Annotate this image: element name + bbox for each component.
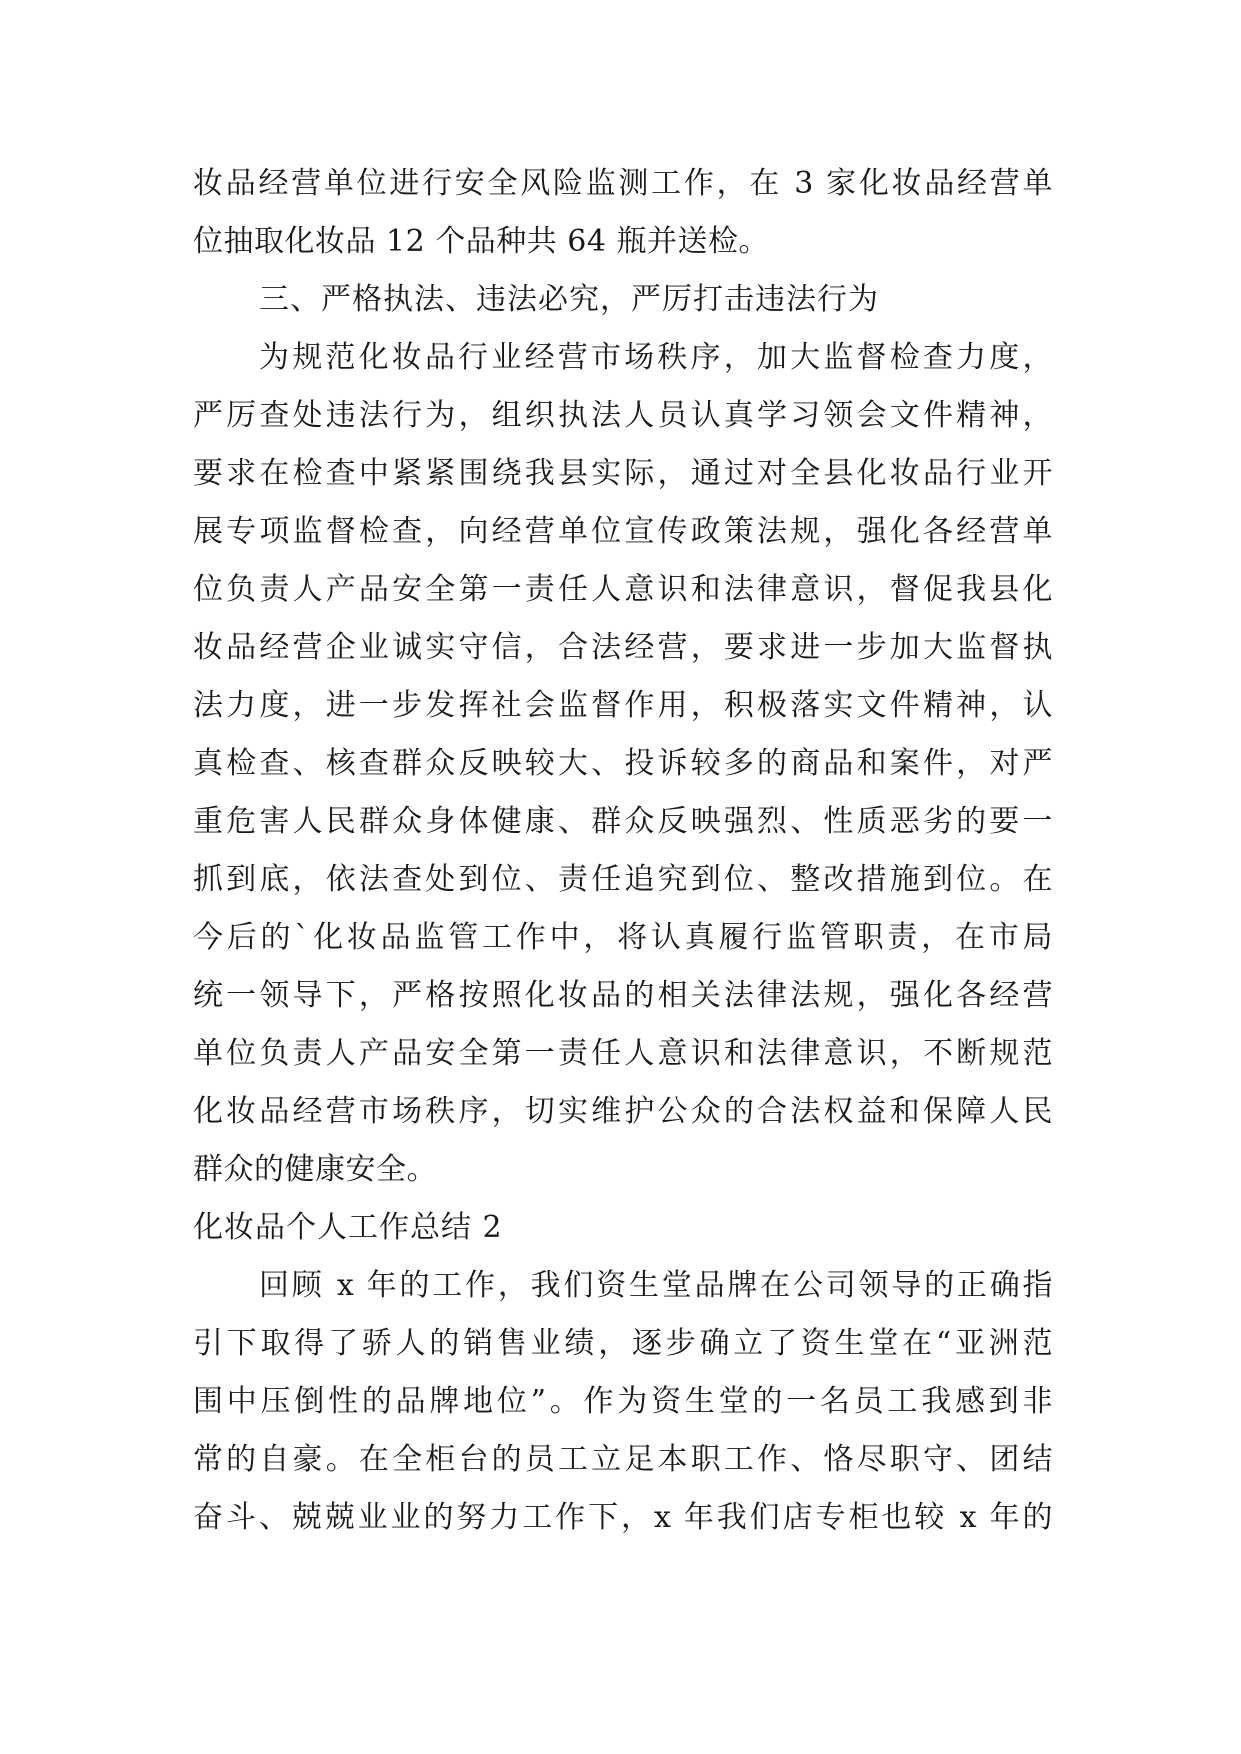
- text-line: 展专项监督检查，向经营单位宣传政策法规，强化各经营单: [193, 514, 1053, 549]
- text-line: 妆品经营企业诚实守信，合法经营，要求进一步加大监督执: [193, 630, 1053, 665]
- text-line: 奋斗、兢兢业业的努力工作下，x 年我们店专柜也较 x 年的: [193, 1500, 1053, 1535]
- text-line: 为规范化妆品行业经营市场秩序，加大监督检查力度，: [259, 340, 1053, 375]
- text-line: 围中压倒性的品牌地位”。作为资生堂的一名员工我感到非: [193, 1384, 1053, 1419]
- text-line: 法力度，进一步发挥社会监督作用，积极落实文件精神，认: [193, 688, 1053, 723]
- text-line: 位负责人产品安全第一责任人意识和法律意识，督促我县化: [193, 572, 1053, 607]
- text-line: 要求在检查中紧紧围绕我县实际，通过对全县化妆品行业开: [193, 456, 1053, 491]
- paragraph-risk-monitoring: [193, 155, 1053, 271]
- text-line: 引下取得了骄人的销售业绩，逐步确立了资生堂在“亚洲范: [193, 1326, 1053, 1361]
- text-line: 重危害人民群众身体健康、群众反映强烈、性质恶劣的要一: [193, 804, 1053, 839]
- text-line: 今后的`化妆品监管工作中，将认真履行监管职责，在市局: [193, 920, 1053, 955]
- paragraph-enforcement: [193, 329, 1053, 1199]
- text-line: 回顾 x 年的工作，我们资生堂品牌在公司领导的正确指: [259, 1268, 1053, 1303]
- text-line: 抓到底，依法查处到位、责任追究到位、整改措施到位。在: [193, 862, 1053, 897]
- text-line: 常的自豪。在全柜台的员工立足本职工作、恪尽职守、团结: [193, 1442, 1053, 1477]
- section-heading-3: 三、严格执法、违法必究，严厉打击违法行为: [259, 282, 879, 317]
- text-line: 妆品经营单位进行安全风险监测工作，在 3 家化妆品经营单: [193, 166, 1053, 201]
- text-line: 单位负责人产品安全第一责任人意识和法律意识，不断规范: [193, 1036, 1053, 1071]
- text-line: 统一领导下，严格按照化妆品的相关法律法规，强化各经营: [193, 978, 1053, 1013]
- text-line: 位抽取化妆品 12 个品种共 64 瓶并送检。: [193, 224, 769, 259]
- paragraph-review: [193, 1257, 1053, 1547]
- text-line: 化妆品经营市场秩序，切实维护公众的合法权益和保障人民: [193, 1094, 1053, 1129]
- document-section-title: 化妆品个人工作总结 2: [193, 1210, 503, 1245]
- text-line: 群众的健康安全。: [193, 1152, 437, 1187]
- text-line: 严厉查处违法行为，组织执法人员认真学习领会文件精神，: [193, 398, 1053, 433]
- text-line: 真检查、核查群众反映较大、投诉较多的商品和案件，对严: [193, 746, 1053, 781]
- document-body: [193, 155, 1053, 1547]
